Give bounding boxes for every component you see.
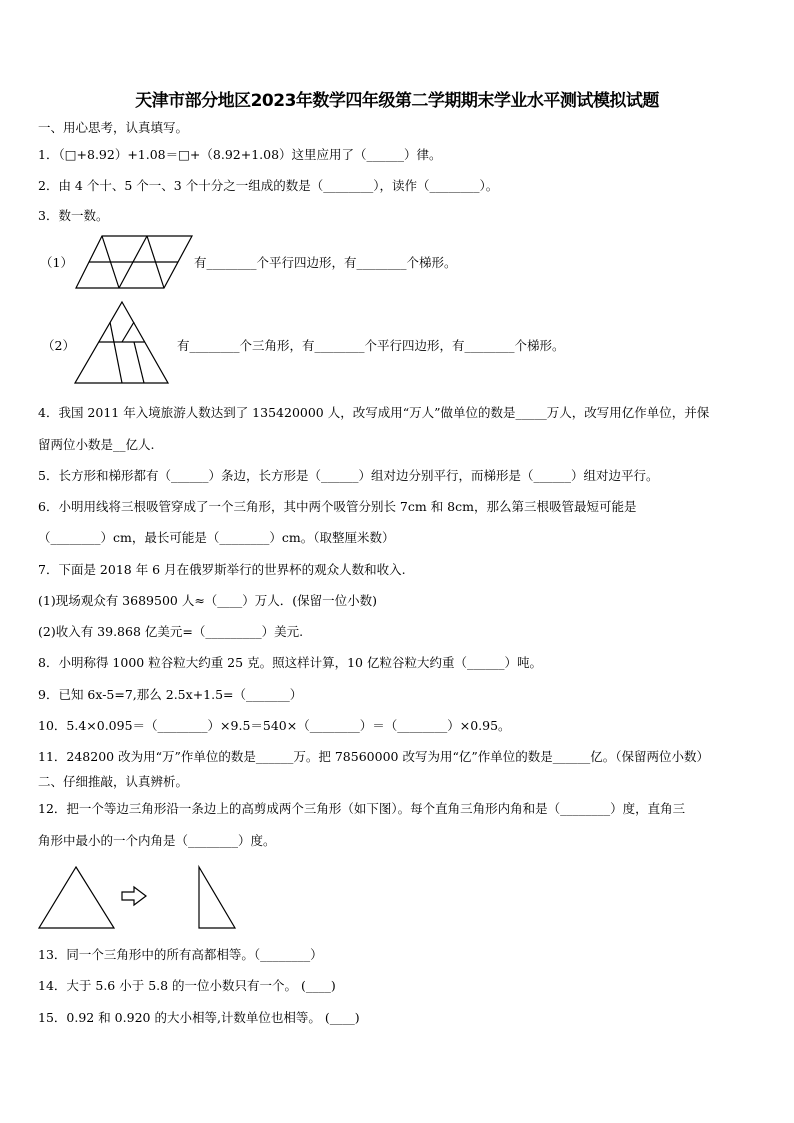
question-3-1-text: 有________个平行四边形，有________个梯形。 [194,255,457,270]
question-7-1: (1)现场观众有 3689500 人≈（____）万人．(保留一位小数) [38,593,378,608]
triangle-figure [72,298,172,386]
question-4-line-1: 4．我国 2011 年入境旅游人数达到了 135420000 人，改写成用“万人”做单位的数是_____万人，改写用亿作单位，并保 [38,405,710,420]
question-4-line-2: 留两位小数是__亿人. [38,437,155,452]
question-12-figure [36,864,242,932]
question-8: 8．小明称得 1000 粒谷粒大约重 25 克。照这样计算，10 亿粒谷粒大约重（______）吨。 [38,655,542,670]
section-1-heading: 一、用心思考，认真填写。 [38,120,189,135]
question-7-2: (2)收入有 39.868 亿美元=（_________）美元. [38,624,304,639]
right-triangle [199,867,235,928]
question-9: 9．已知 6x-5=7,那么 2.5x+1.5=（_______） [38,687,303,702]
question-2: 2．由 4 个十、5 个一、3 个十分之一组成的数是（________），读作（________）。 [38,178,499,193]
question-14: 14．大于 5.6 小于 5.8 的一位小数只有一个。 (____) [38,978,336,993]
question-3-2-label: （2） [42,338,75,353]
page-title: 天津市部分地区2023年数学四年级第二学期期末学业水平测试模拟试题 [135,91,659,111]
question-12-line-2: 角形中最小的一个内角是（________）度。 [38,833,276,848]
question-13: 13．同一个三角形中的所有高都相等。（________） [38,947,323,962]
arrow-right-icon [122,887,146,905]
question-3: 3．数一数。 [38,208,109,223]
question-6-line-2: （________）cm，最长可能是（________）cm。（取整厘米数） [38,530,395,545]
question-12-line-1: 12．把一个等边三角形沿一条边上的高剪成两个三角形（如下图）。每个直角三角形内角和是（________）度，直角三 [38,801,686,816]
question-7: 7．下面是 2018 年 6 月在俄罗斯举行的世界杯的观众人数和收入. [38,562,406,577]
question-10: 10．5.4×0.095＝（________）×9.5＝540×（________）＝（________）×0.95。 [38,718,511,733]
question-11: 11．248200 改为用“万”作单位的数是______万。把 78560000 改写为用“亿”作单位的数是______亿。（保留两位小数） [38,749,709,764]
question-6-line-1: 6．小明用线将三根吸管穿成了一个三角形，其中两个吸管分别长 7cm 和 8cm，那么第三根吸管最短可能是 [38,499,637,514]
equilateral-triangle [39,867,114,928]
question-1: 1．（□+8.92）+1.08＝□+（8.92+1.08）这里应用了（______）律。 [38,147,442,162]
question-3-1-label: （1） [40,255,73,270]
question-3-2-text: 有________个三角形，有________个平行四边形，有________个梯形。 [177,338,565,353]
parallelogram-figure [74,232,196,290]
question-5: 5．长方形和梯形都有（______）条边，长方形是（______）组对边分别平行，而梯形是（______）组对边平行。 [38,468,659,483]
question-15: 15．0.92 和 0.920 的大小相等,计数单位也相等。 (____) [38,1010,360,1025]
section-2-heading: 二、仔细推敲，认真辨析。 [38,774,189,789]
